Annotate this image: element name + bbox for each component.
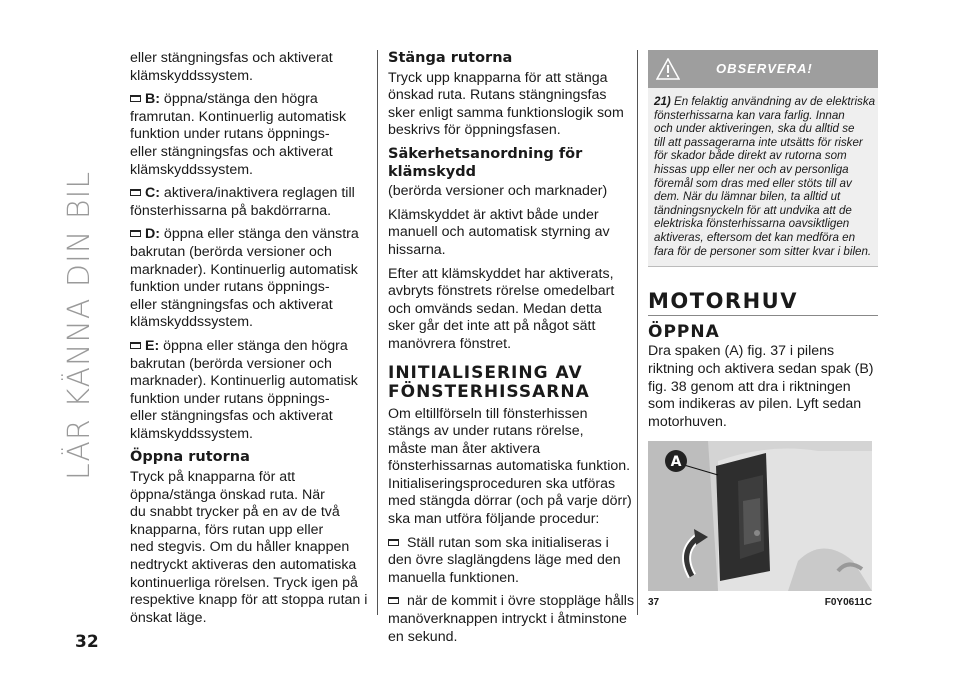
text-span: eller stängningsfas och aktiverat (130, 296, 333, 313)
text-line (130, 109, 366, 127)
text-line (130, 297, 366, 315)
text-line (130, 144, 366, 162)
text-line: sker går det inte att på något sätt (388, 318, 596, 335)
control-key: C: (145, 185, 160, 202)
text-line (130, 356, 366, 374)
text-line: och omvänds sedan. Medan detta (388, 300, 602, 317)
text-span: marknader). Kontinuerlig automatisk (130, 373, 358, 390)
text-line (388, 629, 625, 647)
heading-initialization (388, 364, 625, 402)
text-line: manuell och automatisk styrning av (388, 224, 610, 241)
heading-close-windows: Stänga rutorna (388, 50, 513, 66)
text-span: den övre slaglängdens läge med den (388, 552, 621, 569)
text-span: funktion under rutans öppnings- (130, 126, 330, 143)
text-line: önskad ruta. Rutans stängningsfas (388, 87, 607, 104)
text-span: hissas upp eller ner och av personliga (654, 162, 849, 176)
text-line (654, 245, 872, 259)
bullet-icon (130, 230, 141, 237)
open-windows-text (130, 469, 366, 627)
text-span: framrutan. Kontinuerlig automatisk (130, 108, 347, 125)
figure-callout-a: A (670, 454, 682, 471)
heading-anti-pinch: Säkerhetsanordning för klämskydd (388, 145, 583, 180)
text-line (130, 391, 366, 409)
text-span: till att passagerarna inte utsätts för risker (654, 135, 863, 149)
text-line: som indikeras av pilen. Lyft sedan (648, 396, 862, 413)
text-line (654, 190, 872, 204)
initialization-text (388, 405, 632, 529)
text-line (654, 109, 872, 123)
text-span: bakrutan (berörda versioner och (130, 243, 332, 260)
column-1 (130, 50, 366, 633)
text-line: eller stängningsfas och aktiverat (130, 50, 333, 66)
text-span: klämskyddssystem. (130, 425, 253, 442)
text-line (654, 231, 872, 245)
text-line: fönsterhissarnas automatiska funktion. (388, 458, 631, 475)
control-item (130, 226, 366, 332)
text-line (654, 163, 872, 177)
text-line: riktning och aktivera sedan spak (B) (648, 360, 874, 377)
text-line (654, 122, 872, 136)
text-span: fönsterhissarna kan vara farlig. Innan (654, 108, 845, 122)
text-line (388, 593, 635, 611)
text-span: tändningsnyckeln för att undvika att de (654, 203, 852, 217)
page-number: 32 (75, 632, 99, 652)
text-line: manövrera fönstret. (388, 335, 512, 352)
column-2 (388, 50, 635, 652)
text-span: marknader). Kontinuerlig automatisk (130, 261, 358, 278)
text-line: önskat läge. (130, 609, 207, 626)
text-line (130, 338, 366, 356)
text-span: öppna/stänga den högra (159, 91, 318, 108)
text-line (130, 262, 366, 280)
bullet-icon (388, 597, 399, 604)
intro-text (130, 50, 366, 85)
text-line: (berörda versioner och marknader) (388, 183, 608, 200)
text-line (130, 226, 366, 244)
figure-code: F0Y0611C (824, 597, 872, 609)
text-line: motorhuven. (648, 413, 727, 430)
text-span: och under aktiveringen, ska du alltid se (654, 122, 855, 136)
text-line: stängs av under rutans rörelse, (388, 423, 584, 440)
text-line (654, 177, 872, 191)
text-line: Initialiseringsproceduren ska utföras (388, 475, 616, 492)
text-line (130, 162, 366, 180)
bullet-icon (388, 539, 399, 546)
open-hood-text (648, 343, 878, 431)
text-span: eller stängningsfas och aktiverat (130, 143, 333, 160)
text-line: fig. 38 genom att dra i riktningen (648, 378, 851, 395)
text-line: Klämskyddet är aktivt både under (388, 206, 599, 223)
text-span: när de kommit i övre stoppläge hålls (403, 593, 635, 610)
text-line (130, 244, 366, 262)
close-windows-text (388, 70, 625, 140)
text-line (388, 552, 625, 570)
heading-initialization-line2: FÖNSTERHISSARNA (388, 381, 590, 402)
column-divider-1 (377, 50, 378, 615)
text-span: En felaktig användning av de elektriska (670, 95, 876, 108)
text-line: Efter att klämskyddet har aktiverats, (388, 265, 614, 282)
text-line: med stängda dörrar (och på varje dörr) (388, 493, 632, 510)
text-line (388, 570, 625, 588)
initialization-step-2 (388, 593, 635, 646)
text-span: för skador både direkt av rutorna som (654, 149, 847, 163)
warning-title: OBSERVERA! (716, 61, 813, 76)
bullet-icon (130, 95, 141, 102)
section-side-title: LÄR KÄNNA DIN BIL (62, 170, 97, 480)
text-line (654, 204, 872, 218)
heading-initialization-line1: INITIALISERING AV (388, 362, 583, 383)
text-span: aktiveras, eftersom det kan medföra en (654, 230, 856, 244)
bullet-icon (130, 189, 141, 196)
text-line: beskrivs för öppningsfasen. (388, 122, 561, 139)
column-3 (648, 50, 878, 612)
text-span: funktion under rutans öppnings- (130, 279, 330, 296)
text-span: aktivera/inaktivera reglagen till (159, 185, 355, 202)
figure-caption (648, 594, 872, 612)
control-key: E: (145, 337, 160, 354)
text-line (130, 185, 366, 203)
text-line (388, 535, 625, 553)
text-line: Tryck på knapparna för att (130, 469, 296, 486)
text-span: klämskyddssystem. (130, 314, 253, 331)
text-line (654, 95, 876, 109)
text-line: knapparna, förs rutan upp eller (130, 521, 324, 538)
text-line: kontinuerliga rörelsen. Tryck igen på (130, 574, 358, 591)
control-key: B: (145, 91, 160, 108)
control-item (130, 185, 366, 220)
text-line: hissarna. (388, 241, 446, 258)
text-span: dem. När du lämnar bilen, ta alltid ut (654, 190, 841, 204)
text-span: manöverknappen intryckt i åtminstone (388, 611, 627, 628)
text-span: bakrutan (berörda versioner och (130, 355, 332, 372)
text-line (130, 426, 366, 444)
text-line (388, 611, 625, 629)
text-line (130, 373, 366, 391)
text-line (130, 91, 366, 109)
text-line (654, 217, 872, 231)
text-line: Om eltillförseln till fönsterhissen (388, 405, 588, 422)
text-line: du snabbt trycker på en av de två (130, 504, 340, 521)
hood-lever-illustration (648, 441, 872, 591)
initialization-step-1 (388, 535, 625, 588)
heading-open-windows: Öppna rutorna (130, 449, 250, 466)
text-line (130, 408, 366, 426)
text-line: klämskyddssystem. (130, 67, 253, 84)
figure-number: 37 (648, 597, 660, 609)
text-line (130, 314, 366, 332)
text-line: måste man åter aktivera (388, 440, 541, 457)
text-span: eller stängningsfas och aktiverat (130, 408, 333, 425)
heading-open-hood: ÖPPNA (648, 321, 720, 342)
column-divider-2 (637, 50, 638, 615)
figure-hood-lever (648, 441, 872, 591)
section-heading-hood: MOTORHUV (648, 293, 878, 316)
text-line (130, 126, 366, 144)
text-line: respektive knapp för att stoppa rutan i (130, 592, 368, 609)
control-item (130, 338, 366, 444)
text-line (654, 136, 872, 150)
anti-pinch-text-2 (388, 266, 625, 354)
text-span: föremål som dras med eller stöts till av (654, 176, 852, 190)
text-span: en sekund. (388, 628, 458, 645)
text-line: Tryck upp knapparna för att stänga (388, 69, 608, 86)
note-number: 21) (654, 95, 671, 108)
text-line (130, 203, 366, 221)
anti-pinch-text-1 (388, 207, 625, 260)
text-line: nedtryckt aktiveras den automatiska (130, 557, 357, 574)
text-span: elektriska fönsterhissarna oavsiktligen (654, 217, 850, 231)
text-span: funktion under rutans öppnings- (130, 390, 330, 407)
text-line (654, 149, 872, 163)
text-line: avbryts fönstrets rörelse omedelbart (388, 283, 615, 300)
text-span: fara för de personer som sitter kvar i bilen. (654, 244, 872, 258)
warning-header (648, 50, 878, 88)
text-line: ska man utföra följande procedur: (388, 511, 600, 528)
warning-text (648, 88, 878, 266)
text-span: Ställ rutan som ska initialiseras i (403, 534, 609, 551)
text-line: sker enligt samma funktionslogik som (388, 104, 624, 121)
warning-triangle-icon (656, 58, 680, 80)
text-span: fönsterhissarna på bakdörrarna. (130, 202, 332, 219)
text-line (130, 279, 366, 297)
text-span: manuella funktionen. (388, 569, 519, 586)
text-line: ned stegvis. Om du håller knappen (130, 539, 350, 556)
bullet-icon (130, 342, 141, 349)
text-line: öppna/stänga önskad ruta. När (130, 486, 325, 503)
text-span: öppna eller stänga den vänstra (159, 226, 359, 243)
text-span: klämskyddssystem. (130, 161, 253, 178)
text-line: Dra spaken (A) fig. 37 i pilens (648, 343, 835, 360)
versions-note (388, 183, 625, 201)
text-span: öppna eller stänga den högra (159, 337, 348, 354)
control-key: D: (145, 226, 160, 243)
control-item (130, 91, 366, 179)
warning-box (648, 50, 878, 267)
